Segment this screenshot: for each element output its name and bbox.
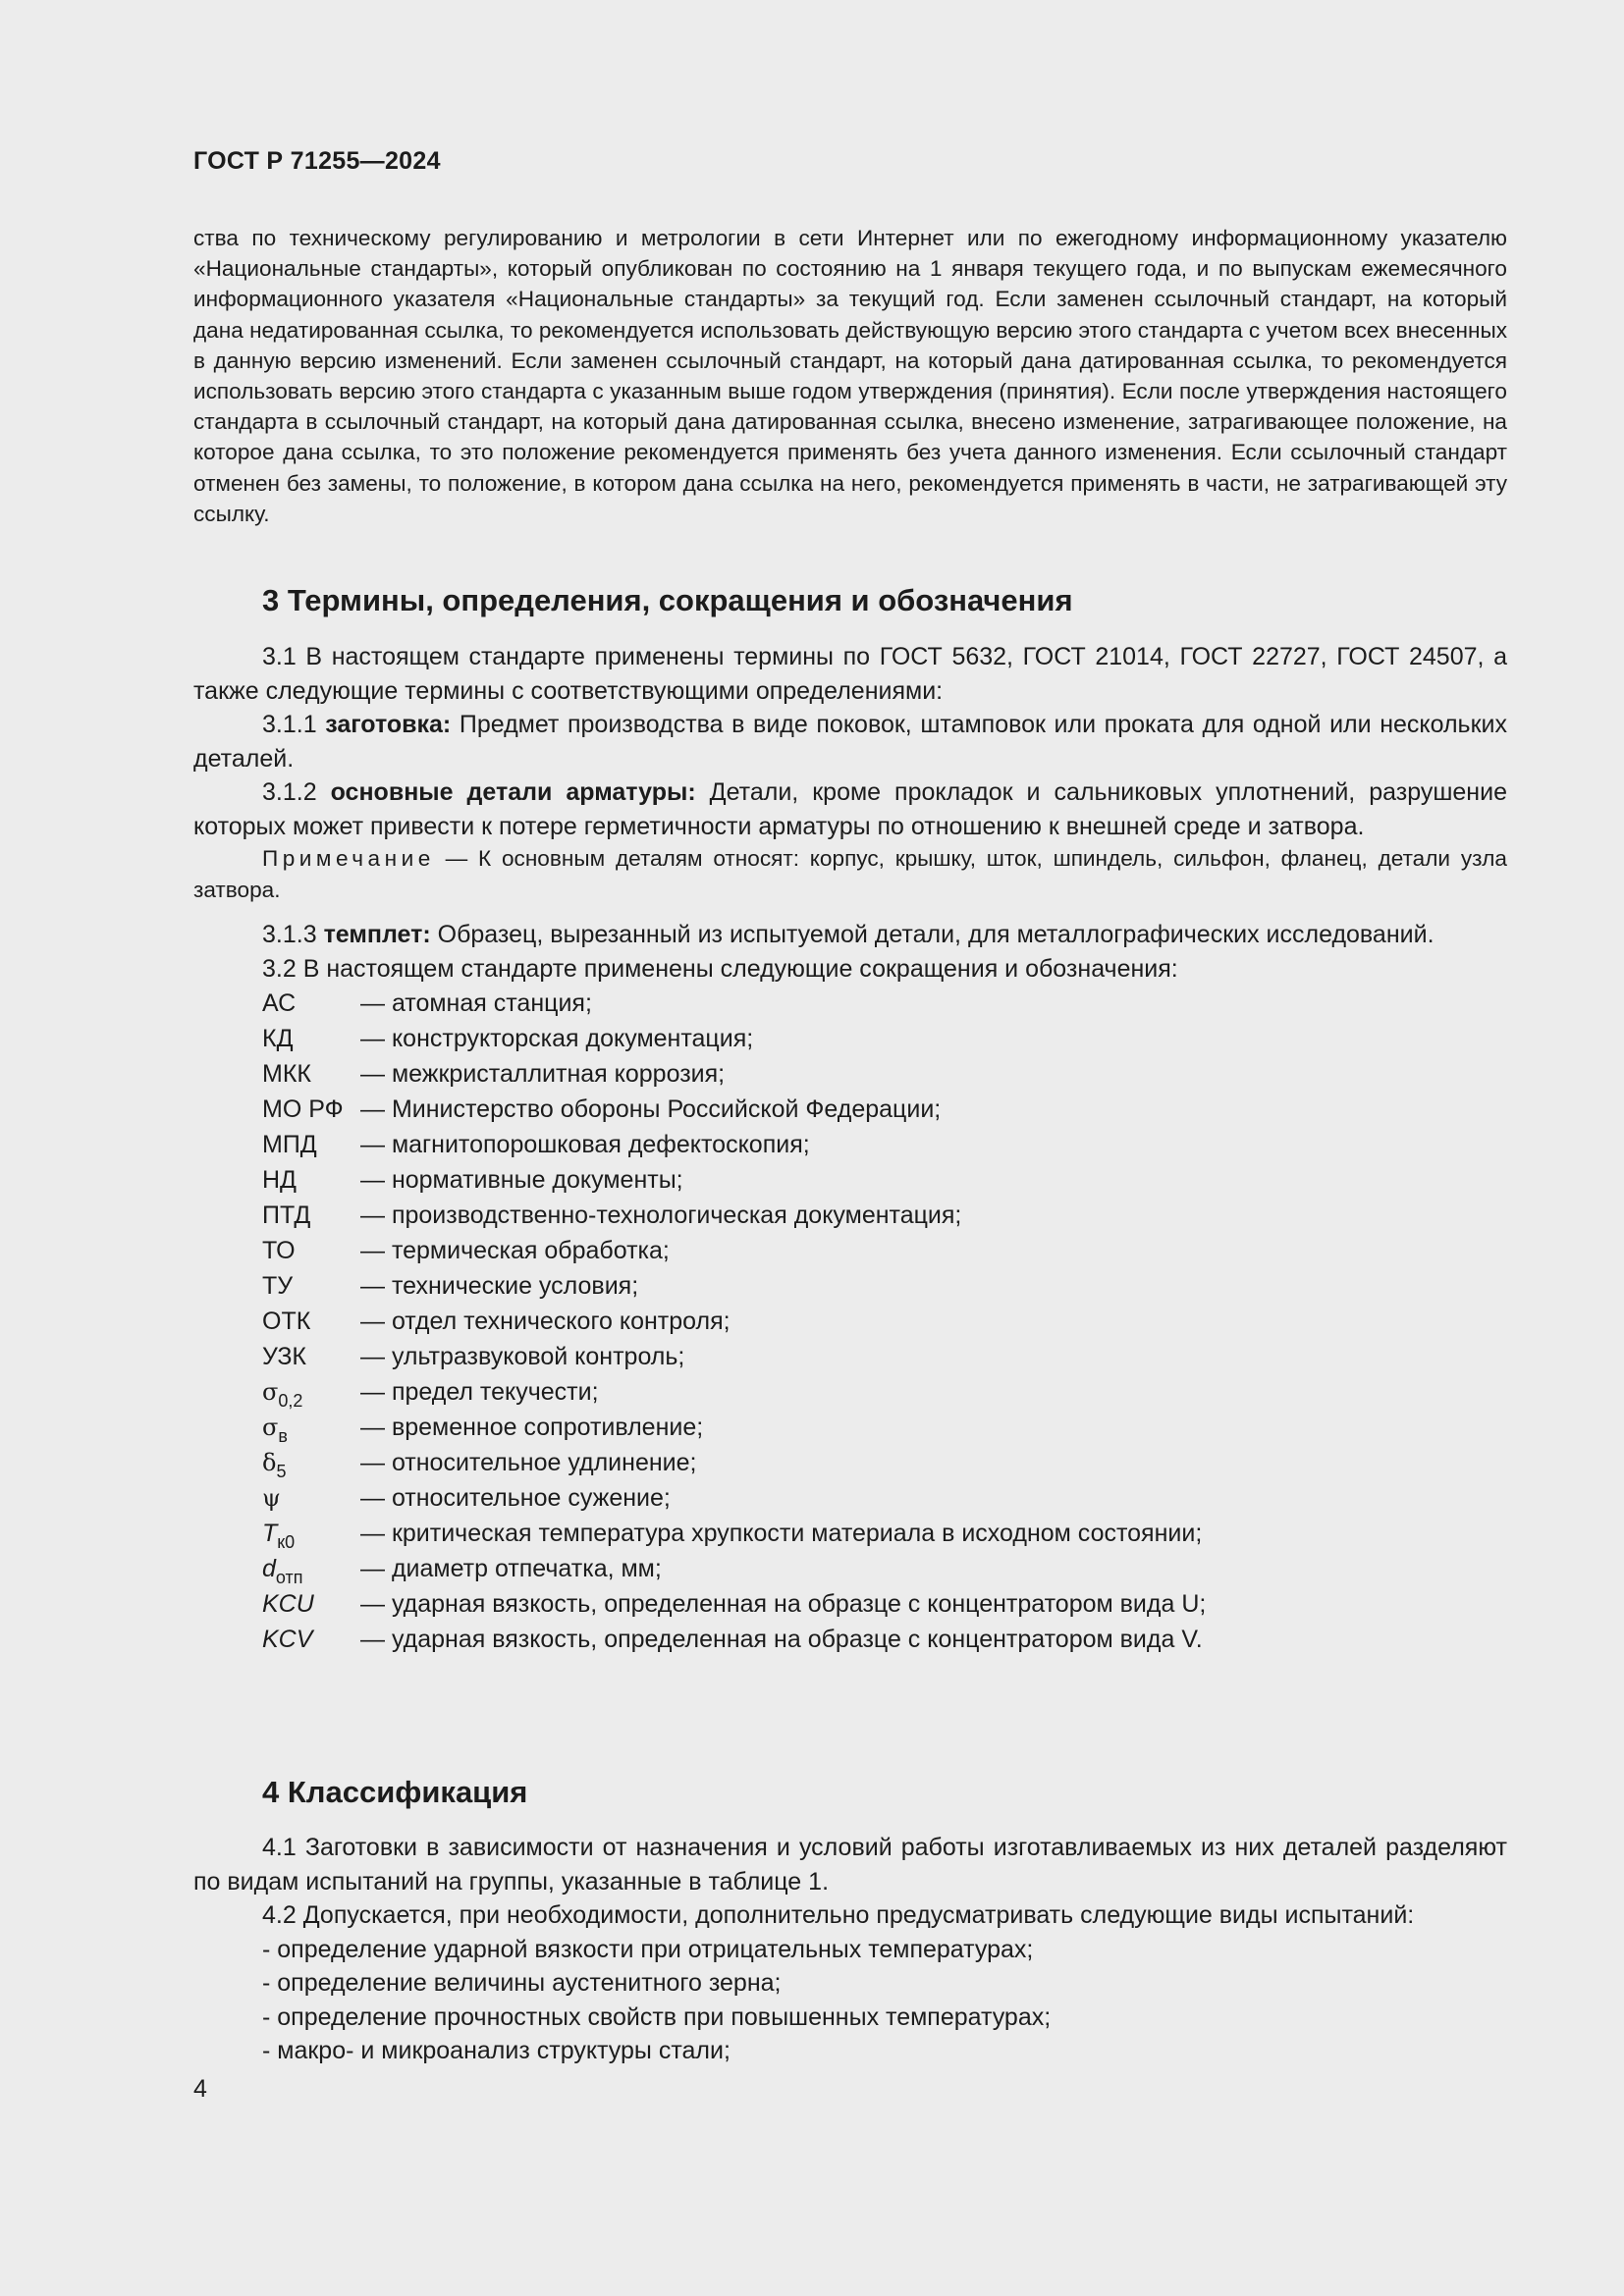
symbol-definition: — диаметр отпечатка, мм; (360, 1555, 662, 1582)
abbr-definition: — магнитопорошковая дефектоскопия; (360, 1131, 810, 1158)
term: темплет: (323, 921, 431, 948)
symbol-definition: — ударная вязкость, определенная на образце с концентратором вида U; (360, 1590, 1207, 1618)
list-item (262, 1268, 1507, 1304)
abbr-definition: — нормативные документы; (360, 1166, 683, 1194)
list-item (262, 1445, 1507, 1480)
abbr-definition: — технические условия; (360, 1272, 639, 1300)
abbr-key: ПТД (262, 1201, 311, 1229)
symbol-base: σ (262, 1414, 279, 1441)
document-page (193, 0, 1507, 2296)
symbol-key (262, 1551, 360, 1586)
symbol-key (262, 1445, 360, 1480)
note-text: — К основным деталям относят: корпус, крышку, шток, шпиндель, сильфон, фланец, детали узла затвора. (193, 846, 1507, 902)
clause-number: 3.1.1 (262, 711, 326, 738)
symbol-subscript: отп (275, 1568, 303, 1587)
list-item (262, 1339, 1507, 1374)
symbol-definition: — ударная вязкость, определенная на образце с концентратором вида V. (360, 1626, 1203, 1653)
symbol-definition: — относительное удлинение; (360, 1449, 697, 1476)
clause-3-1: 3.1 В настоящем стандарте применены термины по ГОСТ 5632, ГОСТ 21014, ГОСТ 22727, ГОСТ 24507, а также следующие термины с соответствующими определениями: (193, 643, 1507, 705)
abbr-definition: — межкристаллитная коррозия; (360, 1060, 726, 1088)
intro-paragraph: ства по техническому регулированию и метрологии в сети Интернет или по ежегодному информационному указателю «Национальные стандарты», который опубликован по состоянию на 1 января текущего года, и по выпускам ежемесячного информационного указателя «Национальные стандарты» за текущий год. Если заменен ссылочный стандарт, на который дана недатированная ссылка, то рекомендуется использовать действующую версию этого стандарта с учетом всех внесенных в данную версию изменений. Если заменен ссылочный стандарт, на который дана датированная ссылка, то рекомендуется использовать версию этого стандарта с указанным выше годом утверждения (принятия). Если после утверждения настоящего стандарта в ссылочный стандарт, на который дана датированная ссылка, внесено изменение, затрагивающее положение, на которое дана ссылка, то это положение рекомендуется применять без учета данного изменения. Если ссылочный стандарт отменен без замены, то положение, в котором дана ссылка на него, рекомендуется применять в части, не затрагивающей эту ссылку. (193, 226, 1507, 526)
section-4-heading: 4 Классификация (262, 1775, 528, 1809)
clause-3-1-3 (193, 918, 1507, 952)
symbol-subscript: в (278, 1426, 288, 1446)
clause-number: 3.1.2 (262, 778, 331, 806)
symbol-definition: — временное сопротивление; (360, 1414, 704, 1441)
list-item (262, 1021, 1507, 1056)
abbr-key: МПД (262, 1131, 317, 1158)
section-3-body (193, 640, 1507, 1657)
abbr-definition: — термическая обработка; (360, 1237, 670, 1264)
term-definition: Детали, кроме прокладок и сальниковых уплотнений, разрушение которых может привести к потере герметичности арматуры по отношению к внешней среде и затвора. (193, 778, 1507, 840)
list-item: - определение ударной вязкости при отрицательных температурах; (262, 1935, 1034, 1963)
symbol-definition: — критическая температура хрупкости материала в исходном состоянии; (360, 1520, 1203, 1547)
abbr-definition: — конструкторская документация; (360, 1025, 754, 1052)
symbol-base: σ (262, 1378, 279, 1406)
abbr-key: АС (262, 989, 297, 1017)
clause-3-1-1 (193, 708, 1507, 775)
symbol-key (262, 1516, 360, 1551)
symbol-key (262, 1586, 360, 1622)
list-item (262, 1127, 1507, 1162)
section-4-body (193, 1831, 1507, 2068)
abbr-key: КД (262, 1025, 294, 1052)
list-item (262, 1516, 1507, 1551)
symbol-base: T (262, 1520, 278, 1547)
list-item: - макро- и микроанализ структуры стали; (262, 2037, 731, 2064)
abbr-key: ТО (262, 1237, 296, 1264)
abbr-definition: — Министерство обороны Российской Федерации; (360, 1095, 942, 1123)
symbol-key (262, 1410, 360, 1445)
list-item (262, 1551, 1507, 1586)
abbr-definition: — производственно-технологическая документация; (360, 1201, 962, 1229)
symbol-key (262, 1374, 360, 1410)
symbol-subscript: к0 (277, 1532, 296, 1552)
symbol-subscript: 5 (276, 1462, 287, 1481)
list-item: - определение прочностных свойств при повышенных температурах; (262, 2002, 1052, 2031)
term: заготовка: (325, 711, 452, 738)
clause-4-1: 4.1 Заготовки в зависимости от назначения и условий работы изготавливаемых из них деталей разделяют по видам испытаний на группы, указанные в таблице 1. (193, 1834, 1507, 1896)
list-item (262, 1304, 1507, 1339)
clause-4-2: 4.2 Допускается, при необходимости, дополнительно предусматривать следующие виды испытаний: (262, 1901, 1415, 1929)
symbol-definition: — относительное сужение; (360, 1484, 671, 1512)
abbr-definition: — атомная станция; (360, 989, 592, 1017)
page-number: 4 (193, 2075, 207, 2103)
term-definition: Образец, вырезанный из испытуемой детали, для металлографических исследований. (430, 921, 1435, 948)
symbol-definition: — предел текучести; (360, 1378, 599, 1406)
list-item (262, 1092, 1507, 1127)
symbol-base: δ (262, 1449, 277, 1476)
clause-3-2: 3.2 В настоящем стандарте применены следующие сокращения и обозначения: (262, 954, 1178, 983)
clause-number: 3.1.3 (262, 921, 324, 948)
abbreviations-list (262, 986, 1507, 1657)
list-item (262, 1374, 1507, 1410)
symbol-base: ψ (262, 1484, 281, 1512)
symbol-key (262, 1480, 360, 1516)
document-code: ГОСТ Р 71255—2024 (193, 147, 441, 175)
list-item (262, 1162, 1507, 1198)
symbol-base: KCV (262, 1626, 313, 1653)
abbr-key: УЗК (262, 1343, 306, 1370)
abbr-key: НД (262, 1166, 297, 1194)
abbr-key: МО РФ (262, 1095, 344, 1123)
list-item (262, 986, 1507, 1021)
list-item (262, 1233, 1507, 1268)
abbr-key: ОТК (262, 1308, 311, 1335)
abbr-definition: — отдел технического контроля; (360, 1308, 731, 1335)
abbr-definition: — ультразвуковой контроль; (360, 1343, 685, 1370)
term-definition: Предмет производства в виде поковок, штамповок или проката для одной или нескольких деталей. (193, 711, 1507, 773)
list-item (262, 1056, 1507, 1092)
list-item (262, 1622, 1507, 1657)
symbol-base: KCU (262, 1590, 314, 1618)
list-item (262, 1586, 1507, 1622)
clause-3-1-2 (193, 775, 1507, 843)
note-label: Примечание (262, 846, 435, 871)
note (193, 843, 1507, 906)
list-item: - определение величины аустенитного зерна; (262, 1969, 782, 1997)
list-item (262, 1480, 1507, 1516)
abbr-key: ТУ (262, 1272, 294, 1300)
symbol-base: d (262, 1555, 276, 1582)
symbol-subscript: 0,2 (278, 1391, 303, 1411)
symbol-key (262, 1622, 360, 1657)
term: основные детали арматуры: (330, 778, 696, 806)
section-3-heading: 3 Термины, определения, сокращения и обозначения (262, 583, 1073, 617)
list-item (262, 1198, 1507, 1233)
abbr-key: МКК (262, 1060, 311, 1088)
list-item (262, 1410, 1507, 1445)
